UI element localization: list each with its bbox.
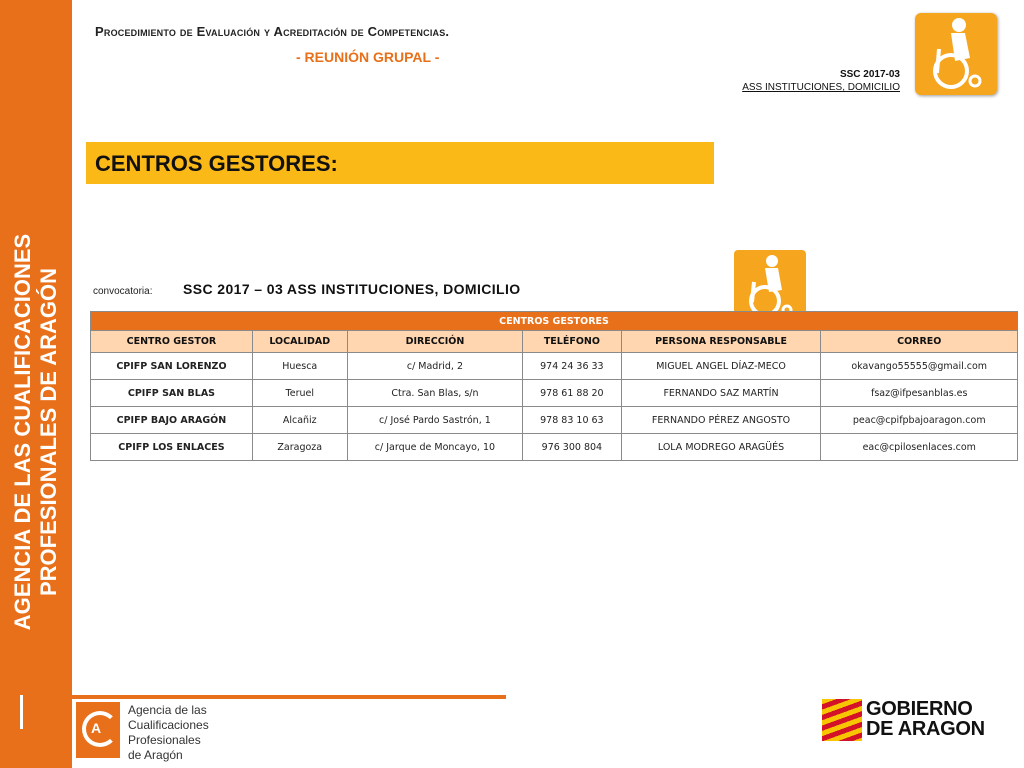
table-cell: CPIFP SAN LORENZO — [91, 353, 253, 380]
aragon-flag-icon — [822, 699, 862, 741]
centers-table — [90, 311, 1018, 461]
gov-line-2: DE ARAGON — [866, 718, 985, 740]
table-row — [91, 353, 1018, 380]
sidebar-mark — [20, 695, 23, 729]
email-link[interactable]: eac@cpilosenlaces.com — [821, 434, 1018, 461]
table-cell: Zaragoza — [252, 434, 347, 461]
sidebar — [0, 0, 72, 768]
section-title: CENTROS GESTORES: — [95, 151, 338, 176]
convocatoria-value: SSC 2017 – 03 ASS INSTITUCIONES, DOMICILIO — [183, 281, 521, 297]
convocatoria-label: convocatoria: — [93, 286, 153, 297]
email-link[interactable]: peac@cpifpbajoaragon.com — [821, 407, 1018, 434]
table-cell: CPIFP SAN BLAS — [91, 380, 253, 407]
qualification-reference — [742, 68, 900, 94]
agency-logo-letter: A — [91, 720, 102, 736]
agency-line-4: de Aragón — [128, 748, 183, 762]
table-cell: Ctra. San Blas, s/n — [347, 380, 523, 407]
sidebar-line-2: PROFESIONALES DE ARAGÓN — [36, 268, 61, 597]
table-cell: 976 300 804 — [523, 434, 621, 461]
agency-footer-name — [128, 703, 209, 763]
ssc-name-link[interactable]: ASS INSTITUCIONES, DOMICILIO — [742, 82, 900, 93]
table-cell: Teruel — [252, 380, 347, 407]
email-link[interactable]: okavango55555@gmail.com — [821, 353, 1018, 380]
table-cell: FERNANDO SAZ MARTÍN — [621, 380, 821, 407]
table-cell: MIGUEL ANGEL DÍAZ-MECO — [621, 353, 821, 380]
email-link[interactable]: fsaz@ifpesanblas.es — [821, 380, 1018, 407]
sidebar-line-1: AGENCIA DE LAS CUALIFICACIONES — [10, 233, 35, 631]
table-header-row — [91, 331, 1018, 353]
sidebar-agency-name — [10, 234, 62, 630]
column-header: CENTRO GESTOR — [91, 331, 253, 353]
table-row — [91, 407, 1018, 434]
table-cell: CPIFP BAJO ARAGÓN — [91, 407, 253, 434]
table-cell: 974 24 36 33 — [523, 353, 621, 380]
ssc-code: SSC 2017-03 — [839, 69, 900, 80]
table-cell: 978 83 10 63 — [523, 407, 621, 434]
government-logo-text — [866, 699, 985, 739]
table-cell: 978 61 88 20 — [523, 380, 621, 407]
column-header: DIRECCIÓN — [347, 331, 523, 353]
agency-logo — [76, 702, 120, 758]
table-cell: CPIFP LOS ENLACES — [91, 434, 253, 461]
agency-line-3: Profesionales — [128, 733, 201, 747]
table-cell: c/ José Pardo Sastrón, 1 — [347, 407, 523, 434]
agency-line-1: Agencia de las — [128, 703, 207, 717]
column-header: TELÉFONO — [523, 331, 621, 353]
table-caption-row — [91, 312, 1018, 331]
column-header: LOCALIDAD — [252, 331, 347, 353]
table-cell: Huesca — [252, 353, 347, 380]
wheelchair-care-icon — [915, 13, 997, 95]
table-cell: Alcañiz — [252, 407, 347, 434]
column-header: PERSONA RESPONSABLE — [621, 331, 821, 353]
footer-divider — [72, 695, 506, 699]
page-header-title: Procedimiento de Evaluación y Acreditación de Competencias. — [95, 24, 450, 39]
table-cell: FERNANDO PÉREZ ANGOSTO — [621, 407, 821, 434]
table-caption: CENTROS GESTORES — [91, 312, 1018, 331]
table-row — [91, 434, 1018, 461]
section-title-bar — [86, 142, 714, 184]
table-cell: c/ Jarque de Moncayo, 10 — [347, 434, 523, 461]
agency-line-2: Cualificaciones — [128, 718, 209, 732]
table-row — [91, 380, 1018, 407]
column-header: CORREO — [821, 331, 1018, 353]
table-cell: c/ Madrid, 2 — [347, 353, 523, 380]
gov-line-1: GOBIERNO — [866, 698, 973, 720]
table-cell: LOLA MODREGO ARAGÜÉS — [621, 434, 821, 461]
page-header-subtitle: - REUNIÓN GRUPAL - — [296, 49, 440, 65]
